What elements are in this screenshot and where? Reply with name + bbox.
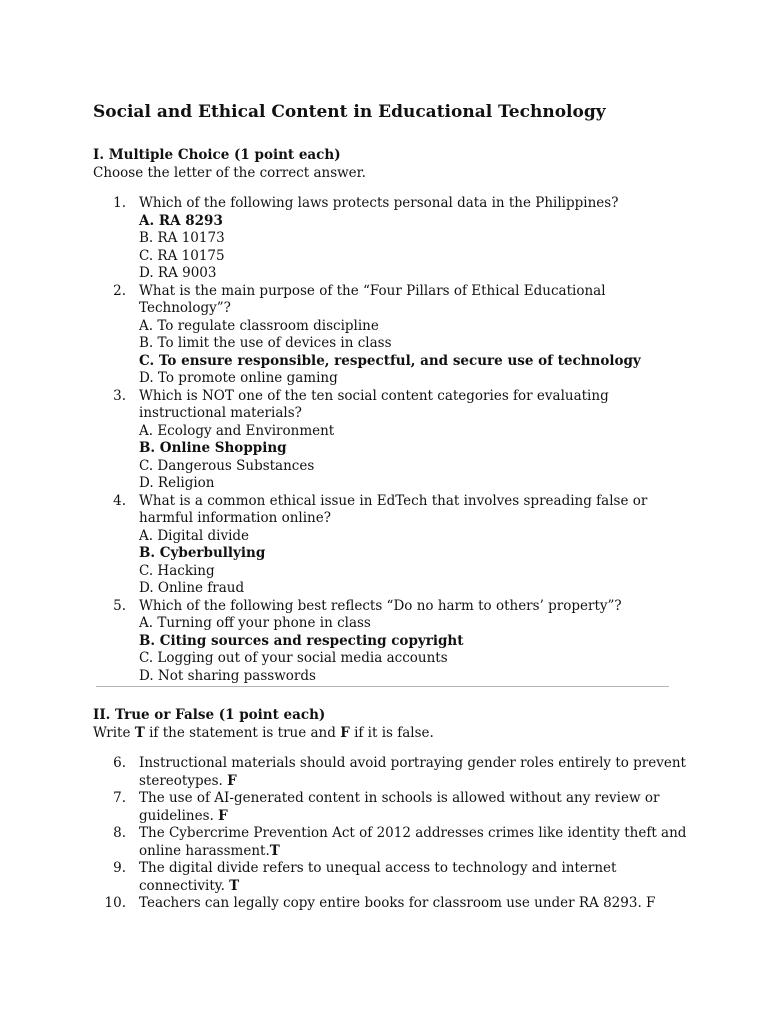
page-title: Social and Ethical Content in Educational Technology bbox=[93, 102, 606, 122]
statement-number: 8. bbox=[113, 825, 126, 841]
option-correct: B. Cyberbullying bbox=[139, 545, 266, 561]
option: B. To limit the use of devices in class bbox=[139, 335, 392, 351]
answer-mark: T bbox=[229, 877, 240, 894]
statement-item: 8. The Cybercrime Prevention Act of 2012 addresses crimes like identity theft and online harassment.T bbox=[93, 825, 693, 860]
option-correct: C. To ensure responsible, respectful, and secure use of technology bbox=[139, 352, 641, 369]
section1-heading: I. Multiple Choice (1 point each) bbox=[93, 147, 341, 163]
option-correct: B. Online Shopping bbox=[139, 440, 287, 456]
answer-mark: F bbox=[227, 772, 237, 789]
question-item bbox=[93, 283, 683, 388]
statement-item: 9. The digital divide refers to unequal access to technology and internet connectivity. T bbox=[93, 860, 693, 895]
option: D. RA 9003 bbox=[139, 265, 217, 281]
question-text: Which of the following laws protects personal data in the Philippines? bbox=[139, 195, 619, 211]
question-item bbox=[93, 388, 683, 493]
answer-mark: T bbox=[269, 842, 280, 859]
statement-item: 6. Instructional materials should avoid portraying gender roles entirely to prevent stereotypes. F bbox=[93, 755, 693, 790]
statement-number: 10. bbox=[104, 895, 126, 911]
option-correct: A. RA 8293 bbox=[139, 212, 223, 229]
question-item bbox=[93, 195, 683, 283]
section2-instruction: Write T if the statement is true and F if it is false. bbox=[93, 725, 434, 741]
option: C. Dangerous Substances bbox=[139, 457, 315, 474]
option: C. Logging out of your social media accounts bbox=[139, 650, 448, 666]
question-number: 5. bbox=[113, 597, 126, 614]
document-page bbox=[93, 100, 683, 685]
section1-instruction: Choose the letter of the correct answer. bbox=[93, 165, 366, 181]
section-divider bbox=[96, 686, 669, 687]
answer-mark: F bbox=[218, 807, 228, 824]
statement-number: 6. bbox=[113, 755, 126, 771]
true-false-section bbox=[93, 706, 693, 913]
option: A. Digital divide bbox=[139, 527, 250, 544]
option: D. Not sharing passwords bbox=[139, 667, 316, 684]
question-number: 4. bbox=[113, 492, 126, 509]
multiple-choice-list bbox=[93, 195, 683, 685]
question-number: 2. bbox=[113, 282, 126, 299]
question-number: 3. bbox=[113, 387, 126, 404]
option: D. To promote online gaming bbox=[139, 370, 338, 386]
question-text: What is a common ethical issue in EdTech that involves spreading false or harmful information online? bbox=[139, 492, 648, 526]
option: A. Turning off your phone in class bbox=[139, 615, 371, 631]
statement-item: 7. The use of AI-generated content in schools is allowed without any review or guidelines. F bbox=[93, 790, 693, 825]
question-item bbox=[93, 598, 683, 686]
section2-heading: II. True or False (1 point each) bbox=[93, 707, 326, 723]
option: D. Online fraud bbox=[139, 580, 245, 596]
option: A. Ecology and Environment bbox=[139, 422, 335, 439]
option: A. To regulate classroom discipline bbox=[139, 317, 379, 334]
option: D. Religion bbox=[139, 475, 215, 491]
option: B. RA 10173 bbox=[139, 230, 225, 246]
question-number: 1. bbox=[113, 195, 126, 211]
true-false-list bbox=[93, 755, 693, 913]
question-item bbox=[93, 493, 683, 598]
option-correct: B. Citing sources and respecting copyright bbox=[139, 632, 464, 649]
statement-number: 7. bbox=[113, 790, 126, 806]
question-text: What is the main purpose of the “Four Pillars of Ethical Educational Technology”? bbox=[139, 282, 606, 316]
statement-item: 10. Teachers can legally copy entire books for classroom use under RA 8293. F bbox=[93, 895, 693, 913]
question-text: Which of the following best reflects “Do no harm to others’ property”? bbox=[139, 597, 622, 614]
statement-number: 9. bbox=[113, 860, 126, 876]
option: C. RA 10175 bbox=[139, 247, 225, 264]
question-text: Which is NOT one of the ten social content categories for evaluating instructional materials? bbox=[139, 387, 609, 421]
option: C. Hacking bbox=[139, 562, 215, 579]
answer-mark: F bbox=[646, 895, 656, 911]
